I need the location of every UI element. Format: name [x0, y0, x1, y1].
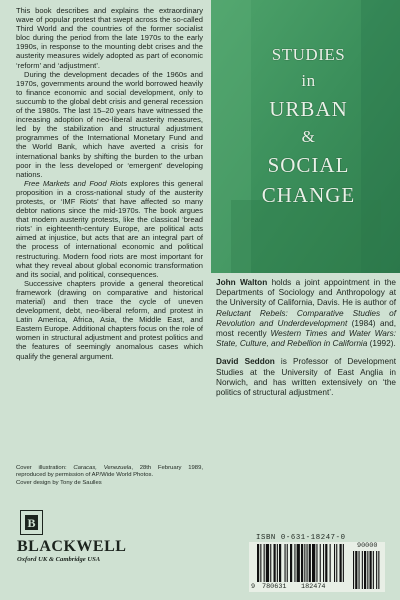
- walton-name: John Walton: [216, 278, 268, 287]
- barcode-right-digits: 182474: [301, 583, 326, 591]
- author-bios: [216, 278, 396, 406]
- series-cover-panel: [211, 0, 400, 273]
- seddon-bio: [216, 357, 396, 398]
- publisher-name: BLACKWELL: [17, 538, 127, 555]
- blurb-paragraph-1: This book describes and explains the extraordinary wave of popular protest that swept across the so-called Third World and the countries of the former socialist bloc during the period from the late 1970s to the early 1990s, in response to the mounting debt crises and the austerity measures widely adopted as part of economic ‘reform’ and ‘adjustment’.: [16, 6, 203, 70]
- credit-prefix: Cover illustration:: [16, 465, 74, 471]
- series-title: [241, 42, 376, 210]
- publisher-logo-icon: [20, 510, 43, 535]
- logo-letter: B: [25, 515, 38, 530]
- blurb-text: [16, 6, 203, 361]
- series-title-line-6: CHANGE: [261, 183, 356, 207]
- series-title-line-1: STUDIES: [271, 45, 346, 64]
- walton-book-1: Reluctant Rebels: Comparative Studies of Revolution and Underdevelopment: [216, 308, 396, 328]
- blurb-paragraph-2: During the development decades of the 1960s and 1970s, governments around the world borrowed heavily to finance economic and social development, only to succumb to the global debt crisis and general recession of the 1980s. The last 15–20 years have witnessed the increasing adoption of neo-liberal austerity measures, led by the stabilization and structural adjustment programmes of the International Monetary Fund and the World Bank, which have averted a crisis for international banks by shifting the burden to the urban poor in the less developed or ‘emergent’ developing nations.: [16, 69, 203, 179]
- credit-place: Caracas, Venezuela: [73, 465, 132, 471]
- barcode-first-digit: 9: [251, 583, 256, 591]
- blurb-paragraph-3-text: explores this general proposition in a cross-national study of the austerity protests, or ‘IMF Riots’ that have affected so many debtor nations since the mid-1970s. The book argues that modern austerity protests, like the classical ‘bread riots’ in eighteenth-century Europe, are political acts aimed at injustice, but acts that are an integral part of the process of international economic and political restructuring. Modern food riots are most important for what they reveal about global economic transformation and its social, and political, consequences.: [16, 178, 203, 279]
- seddon-name: David Seddon: [216, 357, 275, 367]
- series-title-line-3: URBAN: [269, 97, 348, 121]
- isbn-label: ISBN 0-631-18247-0: [256, 534, 346, 542]
- cover-credits: [16, 465, 203, 487]
- barcode-left-digits: 780631: [262, 583, 287, 591]
- walton-bio: [216, 278, 396, 349]
- illustration-credit: [16, 465, 203, 480]
- seddon-bio-text: is Professor of Development Studies at the University of East Anglia in Norwich, and has written extensively on ‘the politics of structural adjustment’.: [216, 357, 396, 398]
- blurb-paragraph-4: Successive chapters provide a general theoretical framework (drawing on comparative and historical material) and then trace the cycle of uneven development, debt, neo-liberal reform, and protest in Latin America, Africa, Asia, the Middle East, and Eastern Europe. Additional chapters focus on the role of women in structural adjustment and protest politics and the features of seemingly anomalous cases which qualify the general argument.: [16, 278, 203, 361]
- series-title-line-4: &: [301, 127, 316, 146]
- walton-book-2: Western Times and Water Wars: State, Culture, and Rebellion in California: [216, 329, 396, 349]
- blurb-paragraph-3: [16, 179, 203, 279]
- walton-bio-a: holds a joint appointment in the Departments of Sociology and Anthropology at the University of California, Davis. He is author of: [216, 278, 396, 308]
- barcode-addon-digits: 90000: [357, 542, 378, 550]
- walton-bio-b: (1984) and, most recently: [216, 318, 396, 339]
- walton-bio-c: (1992).: [367, 339, 396, 349]
- design-credit: Cover design by Tony de Saulles: [16, 479, 102, 486]
- credit-rest: , 28th February 1989, reproduced by permission of AP/Wide World Photos.: [16, 465, 203, 479]
- series-title-line-2: in: [301, 71, 316, 90]
- book-title-italic: Free Markets and Food Riots: [24, 178, 128, 188]
- series-title-line-5: SOCIAL: [267, 153, 350, 177]
- publisher-locations: Oxford UK & Cambridge USA: [17, 556, 101, 563]
- barcode: [249, 542, 385, 592]
